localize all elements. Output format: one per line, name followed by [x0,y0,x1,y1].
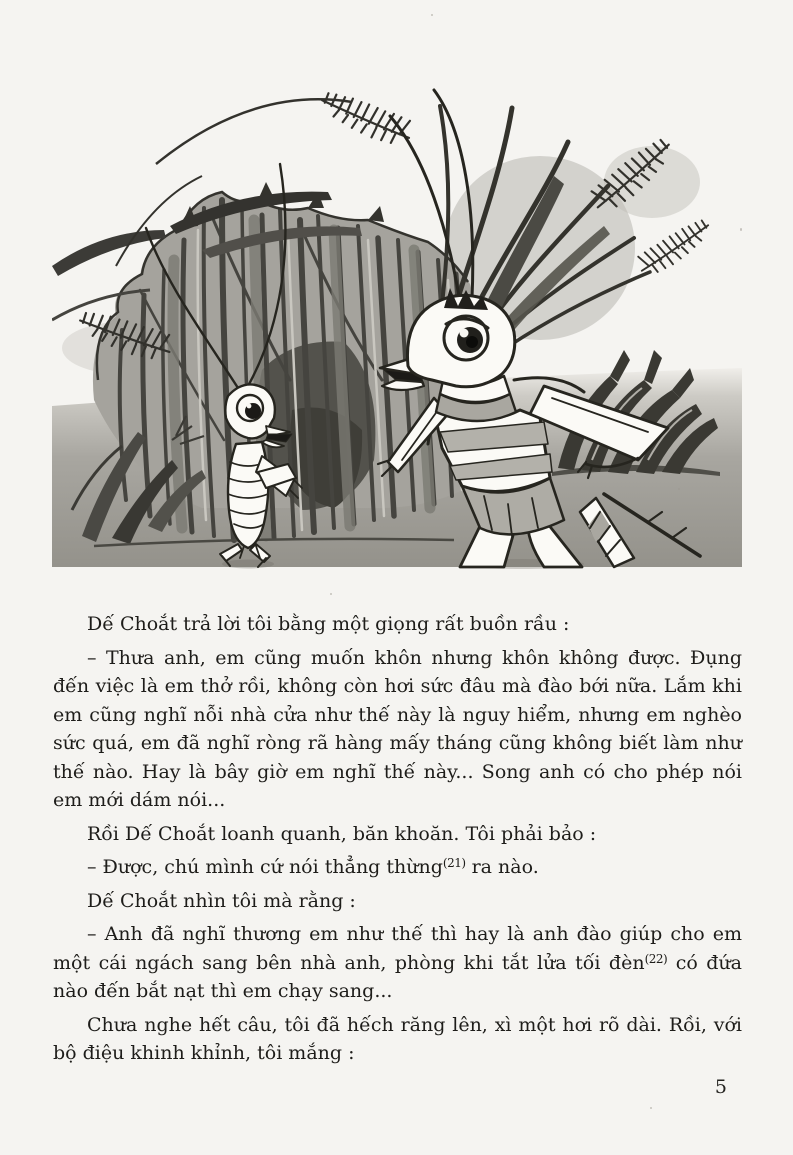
paragraph-text: – Anh đã nghĩ thương em như thế thì hay là anh đào giúp cho em một cái ngách sang bên nhà anh, phòng khi tắt lửa tối đèn [53,923,742,974]
paragraph-text: Dế Choắt trả lời tôi bằng một giọng rất buồn rầu : [87,613,570,635]
paragraph-text: Rồi Dế Choắt loanh quanh, băn khoăn. Tôi phải bảo : [87,822,597,845]
scan-speck [330,593,332,595]
paragraph-text: – Được, chú mình cứ nói thẳng thừng [87,856,443,878]
paragraph-2 [53,644,742,815]
paragraph-text: có đứa nào đến bắt nạt thì em chạy sang... [53,951,743,1002]
paragraph-text: – Thưa anh, em cũng muốn khôn nhưng khôn không được. Đụng đến việc là em thở rồi, không còn hơi sức đâu mà đào bới nữa. Lắm khi em cũng nghĩ nỗi nhà cửa như thế này là nguy hiểm, nhưng em nghèo sức quá, em đã nghĩ ròng rã hàng mấy tháng cũng không biết làm như thế nào. Hay là bây giờ em nghĩ thế này... Song anh có cho phép nói em mới dám nói... [53,646,742,811]
paragraph-text: Dế Choắt nhìn tôi mà rằng : [87,889,356,912]
paragraph-1 [53,610,742,639]
paragraph-7 [53,1011,742,1068]
paragraph-5 [53,887,742,916]
footnote-ref: (22) [644,951,668,966]
scan-speck [740,228,742,231]
fern-frond-right-2 [633,219,718,277]
scan-speck [678,488,680,490]
scan-speck [650,1107,652,1109]
scan-speck [431,14,433,16]
paragraph-text: Chưa nghe hết câu, tôi đã hếch răng lên, xì một hơi rõ dài. Rồi, với bộ điệu khinh khỉnh, tôi mắng : [53,1013,742,1064]
paragraph-6 [53,920,742,1006]
paragraph-4 [53,853,742,882]
text-block [53,610,742,1073]
footnote-ref: (21) [442,856,466,870]
paragraph-3 [53,820,742,849]
paragraph-text: ra nào. [465,856,539,878]
illustration [52,80,742,572]
page-number: 5 [714,1076,727,1098]
